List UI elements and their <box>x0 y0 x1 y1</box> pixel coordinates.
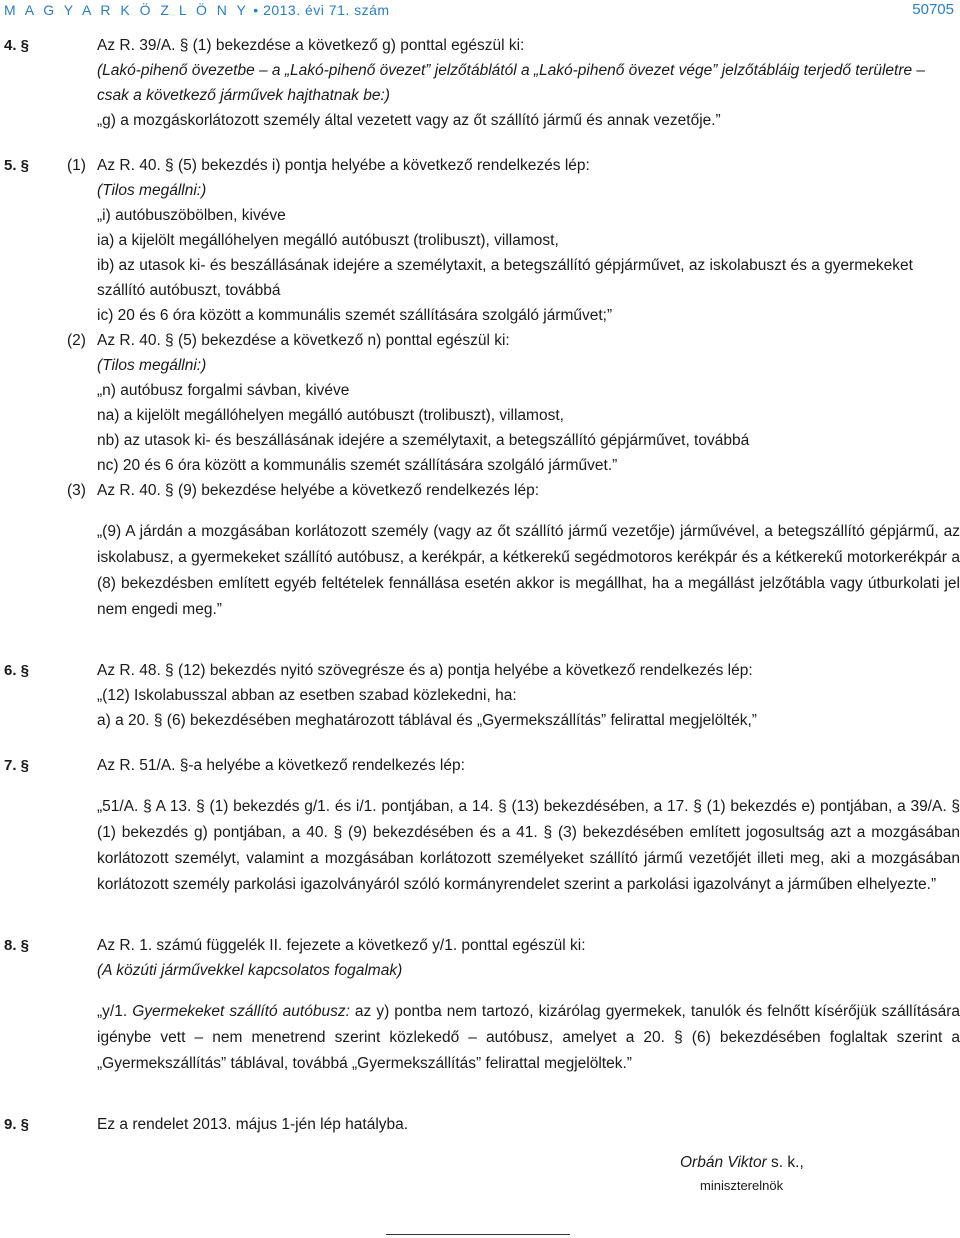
amendment-text: „(12) Iskolabusszal abban az esetben szabad közlekedni, ha: <box>97 687 517 704</box>
context-text: (A közúti járművekkel kapcsolatos fogalmak) <box>97 962 403 979</box>
journal-title <box>4 2 390 18</box>
signatory-title: miniszterelnök <box>700 1178 784 1193</box>
section-text: Az R. 40. § (9) bekezdése helyébe a következő rendelkezés lép: <box>97 482 540 499</box>
subsection-3 <box>0 478 960 623</box>
amendment-text: ib) az utasok ki- és beszállásának idejére a személytaxit, a betegszállító gépjárművet, az iskolabuszt és a gyermekeket <box>97 257 913 274</box>
section-text: Az R. 48. § (12) bekezdés nyitó szövegrésze és a) pontja helyébe a következő rendelkezés lép: <box>97 662 753 679</box>
definition-body: az y) pontba nem tartozó, kizárólag gyermekek, tanulók és felnőtt kísérőjük szállítására igénybe vett – nem menetrend szerint közlekedő – autóbusz, amelyet a 20. § (6) bekezdésében foglaltak szerint a „Gyermekszállítás” táblával, továbbá „Gyermekszállítás” felirattal megjelöltek.” <box>97 1002 960 1072</box>
amendment-text: „n) autóbusz forgalmi sávban, kivéve <box>97 382 350 399</box>
signatory-name <box>680 1154 804 1172</box>
section-8 <box>0 933 960 1077</box>
section-number: 5. § <box>4 157 30 174</box>
section-9 <box>0 1112 960 1137</box>
amendment-text: a) a 20. § (6) bekezdésében meghatározott táblával és „Gyermekszállítás” felirattal megjelölték,” <box>97 712 757 729</box>
section-5 <box>0 153 960 623</box>
signatory-suffix: s. k., <box>766 1154 804 1171</box>
section-number: 6. § <box>4 662 30 679</box>
page-number: 50705 <box>912 1 954 18</box>
context-text: (Tilos megállni:) <box>97 182 207 199</box>
context-text: csak a következő járművek hajthatnak be:) <box>97 87 390 104</box>
section-text: Az R. 40. § (5) bekezdés i) pontja helyébe a következő rendelkezés lép: <box>97 157 590 174</box>
section-number: 4. § <box>4 37 30 54</box>
section-text: Az R. 51/A. §-a helyébe a következő rendelkezés lép: <box>97 757 465 774</box>
amendment-text: „51/A. § A 13. § (1) bekezdés g/1. és i/1. pontjában, a 14. § (13) bekezdésében, a 17. § (1) bekezdés e) pontjában, a 39/A. § (1) bekezdés g) pontjában, a 40. § (9) bekezdésében és a 41. § (3) bekezdésében említett jogosultság azt a mozgásában korlátozott személyt, valamint a mozgásában korlátozott személyeket szállító jármű vezetőjét illeti meg, aki a mozgásában korlátozott személy parkolási igazolványáról szóló kormányrendelet szerint a parkolási igazolványt a járműben elhelyezte.” <box>97 797 960 893</box>
definition-term: Gyermekeket szállító autóbusz: <box>132 1002 350 1020</box>
amendment-text: na) a kijelölt megállóhelyen megálló autóbuszt (trolibuszt), villamost, <box>97 407 564 424</box>
section-number: 8. § <box>4 937 30 954</box>
subsection-2 <box>0 328 960 478</box>
amendment-text: nc) 20 és 6 óra között a kommunális szemét szállítására szolgáló járművet.” <box>97 457 618 474</box>
subsection-number: (2) <box>67 332 86 349</box>
amendment-text <box>97 999 960 1077</box>
subsection-1 <box>0 153 960 328</box>
section-number: 7. § <box>4 757 30 774</box>
section-7 <box>0 753 960 898</box>
section-number: 9. § <box>4 1116 30 1133</box>
document-body <box>0 33 960 1137</box>
section-text: Az R. 1. számú függelék II. fejezete a következő y/1. ponttal egészül ki: <box>97 937 586 954</box>
signatory-name-text: Orbán Viktor <box>680 1154 767 1171</box>
footer-divider <box>386 1234 570 1235</box>
subsection-number: (1) <box>67 157 86 174</box>
amendment-text: „i) autóbuszöbölben, kivéve <box>97 207 286 224</box>
separator-bullet: • <box>253 2 259 18</box>
running-header <box>0 0 960 22</box>
section-4 <box>0 33 960 133</box>
context-text: (Lakó-pihenő övezetbe – a „Lakó-pihenő övezet” jelzőtáblától a „Lakó-pihenő övezet vége” jelzőtábláig terjedő területre – <box>97 62 926 79</box>
context-text: (Tilos megállni:) <box>97 357 207 374</box>
amendment-text: „(9) A járdán a mozgásában korlátozott személy (vagy az őt szállító jármű vezetője) járművével, a betegszállító gépjármű, az iskolabusz, a gyermekeket szállító autóbusz, a kerékpár, a kétkerekű segédmotoros kerékpár és a kétkerekű motorkerékpár a (8) bekezdésben említett egyéb feltételek fennállása esetén akkor is megállhat, ha a megállást jelzőtábla vagy útburkolati jel nem engedi meg.” <box>97 522 960 618</box>
subsection-number: (3) <box>67 482 86 499</box>
definition-label: „y/1. <box>97 1002 133 1020</box>
section-text: Az R. 39/A. § (1) bekezdése a következő g) ponttal egészül ki: <box>97 37 525 54</box>
amendment-text: ic) 20 és 6 óra között a kommunális szemét szállítására szolgáló járművet;” <box>97 307 613 324</box>
section-6 <box>0 658 960 733</box>
journal-name: M A G Y A R K Ö Z L Ö N Y <box>4 2 249 18</box>
amendment-text: szállító autóbuszt, továbbá <box>97 282 281 299</box>
issue-number: 2013. évi 71. szám <box>263 2 390 18</box>
section-text: Az R. 40. § (5) bekezdése a következő n) ponttal egészül ki: <box>97 332 510 349</box>
amendment-text: „g) a mozgáskorlátozott személy által vezetett vagy az őt szállító jármű és annak vezetője.” <box>97 112 721 129</box>
section-text: Ez a rendelet 2013. május 1-jén lép hatályba. <box>97 1116 409 1133</box>
amendment-text: nb) az utasok ki- és beszállásának idejére a személytaxit, a betegszállító gépjárművet, továbbá <box>97 432 750 449</box>
amendment-text: ia) a kijelölt megállóhelyen megálló autóbuszt (trolibuszt), villamost, <box>97 232 559 249</box>
